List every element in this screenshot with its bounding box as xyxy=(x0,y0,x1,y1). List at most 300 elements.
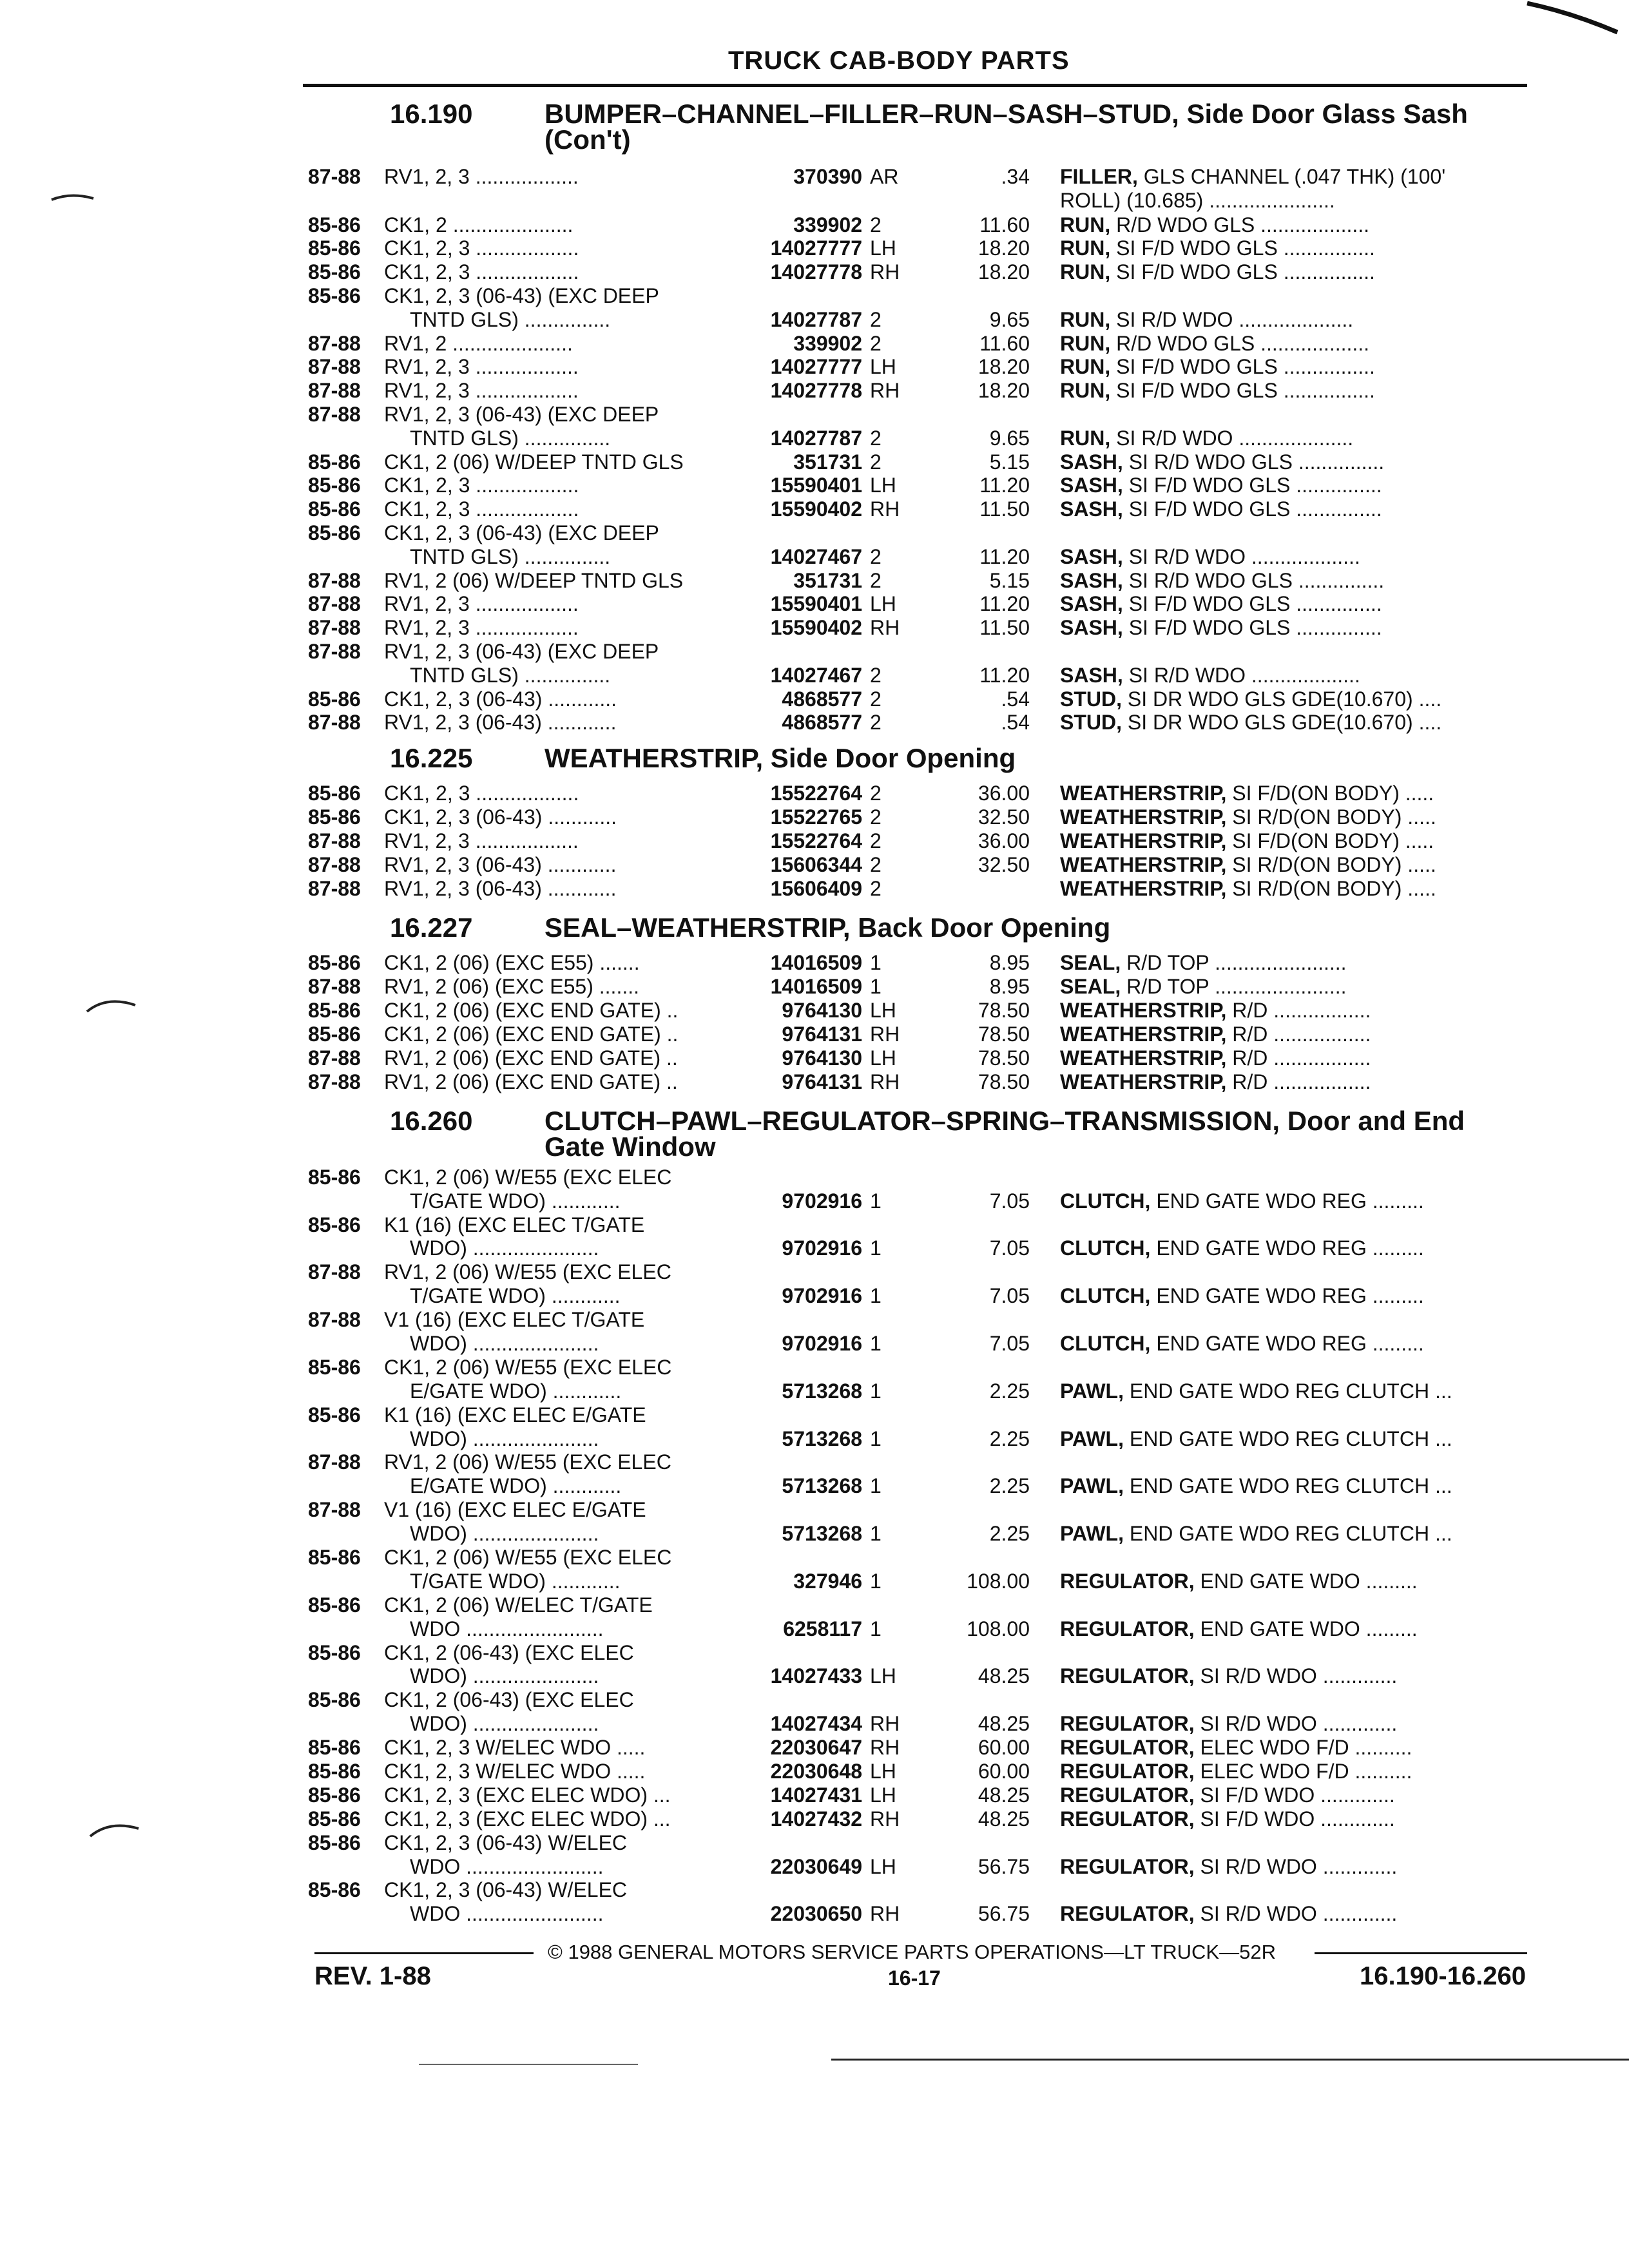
list-item xyxy=(0,1427,1629,1451)
part-number: 9764130 xyxy=(782,1046,862,1070)
part-number: 9764131 xyxy=(782,1023,862,1046)
quantity: 2 xyxy=(870,877,882,900)
description-text: R/D ................. xyxy=(1226,1046,1371,1070)
quantity: LH xyxy=(870,1046,896,1070)
price: 11.60 xyxy=(979,213,1030,236)
description xyxy=(1060,805,1436,829)
description-text: SI F/D WDO GLS ................ xyxy=(1110,236,1375,260)
list-item xyxy=(0,497,1629,521)
description-text: SI R/D WDO .................... xyxy=(1110,308,1354,331)
quantity: 1 xyxy=(870,1570,882,1593)
description-text: SI F/D WDO GLS ................ xyxy=(1110,260,1375,284)
list-item xyxy=(0,1331,1629,1356)
list-item xyxy=(0,1593,1629,1617)
description xyxy=(1060,710,1441,735)
description xyxy=(1060,1783,1395,1807)
description xyxy=(1060,1046,1371,1070)
quantity: RH xyxy=(870,1902,900,1925)
price: 108.00 xyxy=(967,1617,1030,1640)
model-applicability: V1 (16) (EXC ELEC E/GATE xyxy=(384,1498,646,1521)
model-applicability: CK1, 2 (06) W/DEEP TNTD GLS xyxy=(384,450,684,474)
quantity: 2 xyxy=(870,687,882,711)
part-number: 22030649 xyxy=(770,1855,862,1878)
list-item xyxy=(0,164,1629,189)
section-number: 16.190 xyxy=(390,99,473,129)
part-number: 14027777 xyxy=(770,236,862,260)
price: 11.20 xyxy=(979,664,1030,687)
model-year: 87-88 xyxy=(308,1308,361,1331)
list-item xyxy=(0,1569,1629,1593)
description-text: SI DR WDO GLS GDE(10.670) .... xyxy=(1122,711,1442,734)
description-noun: CLUTCH, xyxy=(1060,1236,1151,1260)
quantity: RH xyxy=(870,1023,900,1046)
description xyxy=(1060,1379,1452,1403)
model-applicability: CK1, 2, 3 W/ELEC WDO ..... xyxy=(384,1736,646,1759)
description xyxy=(1060,1022,1371,1046)
model-year: 87-88 xyxy=(308,355,361,378)
part-number: 14027777 xyxy=(770,355,862,378)
model-applicability-cont: WDO) ...................... xyxy=(410,1332,599,1355)
description xyxy=(1060,497,1382,521)
model-applicability: CK1, 2 ..................... xyxy=(384,213,574,236)
description-noun: REGULATOR, xyxy=(1060,1902,1195,1925)
description-noun: SEAL, xyxy=(1060,975,1121,998)
model-year: 87-88 xyxy=(308,1498,361,1521)
description-text: SI R/D WDO ............. xyxy=(1194,1855,1398,1878)
description-noun: WEATHERSTRIP, xyxy=(1060,805,1227,829)
price: 60.00 xyxy=(978,1736,1030,1759)
description xyxy=(1060,568,1384,593)
description-text: SI R/D(ON BODY) ..... xyxy=(1226,853,1436,876)
section-title: WEATHERSTRIP, Side Door Opening xyxy=(545,743,1016,773)
model-year: 87-88 xyxy=(308,829,361,852)
price: 5.15 xyxy=(989,569,1030,592)
description-text: R/D TOP ....................... xyxy=(1121,951,1347,974)
section-title-cont: (Con't) xyxy=(545,124,631,155)
description-noun: REGULATOR, xyxy=(1060,1570,1195,1593)
model-applicability-cont: TNTD GLS) ............... xyxy=(410,664,611,687)
part-number: 9764131 xyxy=(782,1070,862,1093)
description-noun: WEATHERSTRIP, xyxy=(1060,829,1227,852)
quantity: RH xyxy=(870,1807,900,1831)
description-noun: CLUTCH, xyxy=(1060,1189,1151,1213)
description-text: END GATE WDO REG CLUTCH ... xyxy=(1123,1379,1452,1403)
model-applicability: RV1, 2, 3 (06-43) ............ xyxy=(384,711,617,734)
model-applicability: CK1, 2 (06) W/E55 (EXC ELEC xyxy=(384,1546,672,1569)
list-item xyxy=(0,1355,1629,1379)
description xyxy=(1060,1331,1424,1356)
description-noun: WEATHERSTRIP, xyxy=(1060,1070,1227,1093)
part-number: 339902 xyxy=(793,213,862,236)
model-applicability: CK1, 2 (06-43) (EXC ELEC xyxy=(384,1641,634,1664)
model-applicability: RV1, 2, 3 (06-43) (EXC DEEP xyxy=(384,403,659,426)
list-item xyxy=(0,710,1629,735)
model-year: 87-88 xyxy=(308,1046,361,1070)
model-year: 85-86 xyxy=(308,1760,361,1783)
list-item xyxy=(0,260,1629,284)
part-number: 15606344 xyxy=(770,853,862,876)
list-item xyxy=(0,974,1629,999)
part-number: 22030647 xyxy=(770,1736,862,1759)
header-rule xyxy=(303,84,1527,87)
description-text: SI R/D WDO ................... xyxy=(1123,545,1360,568)
part-number: 9764130 xyxy=(782,999,862,1022)
description-noun: WEATHERSTRIP, xyxy=(1060,999,1227,1022)
model-year: 87-88 xyxy=(308,592,361,615)
description-text: SI R/D(ON BODY) ..... xyxy=(1226,805,1436,829)
quantity: 2 xyxy=(870,213,882,236)
description-noun: REGULATOR, xyxy=(1060,1783,1195,1807)
price: 9.65 xyxy=(989,308,1030,331)
list-item xyxy=(0,639,1629,664)
description xyxy=(1060,1283,1424,1308)
section-title: SEAL–WEATHERSTRIP, Back Door Opening xyxy=(545,912,1111,943)
model-applicability: CK1, 2, 3 W/ELEC WDO ..... xyxy=(384,1760,646,1783)
quantity: LH xyxy=(870,355,896,378)
price: 11.60 xyxy=(979,332,1030,355)
list-item xyxy=(0,1735,1629,1760)
quantity: 1 xyxy=(870,1189,882,1213)
description-text: END GATE WDO REG ......... xyxy=(1150,1236,1424,1260)
description-text: END GATE WDO ......... xyxy=(1194,1617,1418,1640)
part-number: 14027467 xyxy=(770,664,862,687)
quantity: LH xyxy=(870,1664,896,1687)
list-item xyxy=(0,1878,1629,1902)
description xyxy=(1060,950,1347,975)
part-number: 14027432 xyxy=(770,1807,862,1831)
model-applicability-cont: TNTD GLS) ............... xyxy=(410,545,611,568)
model-applicability: V1 (16) (EXC ELEC T/GATE xyxy=(384,1308,645,1331)
price: 32.50 xyxy=(978,853,1030,876)
description-text: SI R/D WDO ............. xyxy=(1194,1712,1398,1735)
model-year: 85-86 xyxy=(308,284,361,307)
description xyxy=(1060,260,1375,284)
description-noun: RUN, xyxy=(1060,308,1111,331)
part-number: 339902 xyxy=(793,332,862,355)
part-number: 15590402 xyxy=(770,497,862,521)
model-applicability: CK1, 2, 3 .................. xyxy=(384,474,579,497)
description xyxy=(1060,544,1360,569)
description xyxy=(1060,331,1369,356)
model-year: 87-88 xyxy=(308,1260,361,1283)
model-applicability-cont: WDO) ...................... xyxy=(410,1427,599,1450)
price: 108.00 xyxy=(967,1570,1030,1593)
model-applicability-cont: TNTD GLS) ............... xyxy=(410,427,611,450)
description xyxy=(1060,1807,1395,1831)
description-noun: RUN, xyxy=(1060,260,1111,284)
part-number: 5713268 xyxy=(782,1474,862,1497)
model-applicability: RV1, 2, 3 .................. xyxy=(384,355,579,378)
model-year: 87-88 xyxy=(308,379,361,402)
list-item xyxy=(0,663,1629,687)
quantity: RH xyxy=(870,616,900,639)
list-item xyxy=(0,213,1629,237)
list-item xyxy=(0,378,1629,403)
quantity: 1 xyxy=(870,1474,882,1497)
description-noun: REGULATOR, xyxy=(1060,1855,1195,1878)
model-applicability: RV1, 2 ..................... xyxy=(384,332,573,355)
price: 11.20 xyxy=(979,474,1030,497)
price: 18.20 xyxy=(978,379,1030,402)
list-item xyxy=(0,331,1629,356)
quantity: LH xyxy=(870,1760,896,1783)
description-noun: WEATHERSTRIP, xyxy=(1060,853,1227,876)
price: 18.20 xyxy=(978,236,1030,260)
description xyxy=(1060,164,1445,189)
list-item xyxy=(0,998,1629,1023)
model-applicability: CK1, 2, 3 .................. xyxy=(384,260,579,284)
list-item xyxy=(0,568,1629,593)
part-number: 14027778 xyxy=(770,379,862,402)
description xyxy=(1060,974,1347,999)
list-item xyxy=(0,544,1629,569)
footer-section-range: 16.190-16.260 xyxy=(1359,1962,1526,1990)
price: 56.75 xyxy=(978,1855,1030,1878)
footer-rule-right xyxy=(1315,1952,1527,1954)
list-item xyxy=(0,402,1629,427)
description-noun: SASH, xyxy=(1060,497,1123,521)
description xyxy=(1060,1521,1452,1546)
model-applicability: K1 (16) (EXC ELEC E/GATE xyxy=(384,1403,646,1427)
quantity: 2 xyxy=(870,427,882,450)
description-noun: RUN, xyxy=(1060,427,1111,450)
list-item xyxy=(0,1283,1629,1308)
model-year: 85-86 xyxy=(308,687,361,711)
description-noun: SASH, xyxy=(1060,474,1123,497)
part-number: 22030648 xyxy=(770,1760,862,1783)
model-applicability-cont: WDO) ...................... xyxy=(410,1522,599,1545)
price: 18.20 xyxy=(978,355,1030,378)
description-noun: PAWL, xyxy=(1060,1474,1124,1497)
model-year: 87-88 xyxy=(308,403,361,426)
model-year: 87-88 xyxy=(308,640,361,663)
price: 78.50 xyxy=(978,999,1030,1022)
list-item xyxy=(0,1497,1629,1522)
quantity: 2 xyxy=(870,308,882,331)
part-number: 351731 xyxy=(793,569,862,592)
list-item xyxy=(0,591,1629,616)
description xyxy=(1060,450,1384,474)
part-number: 15590402 xyxy=(770,616,862,639)
model-applicability: CK1, 2, 3 .................. xyxy=(384,782,579,805)
description xyxy=(1060,307,1353,332)
price: 11.50 xyxy=(979,497,1030,521)
section-title-cont: Gate Window xyxy=(545,1131,716,1162)
model-year: 85-86 xyxy=(308,1546,361,1569)
description-text: SI F/D WDO ............. xyxy=(1194,1807,1395,1831)
list-item xyxy=(0,805,1629,829)
model-year: 85-86 xyxy=(308,474,361,497)
part-number: 14027433 xyxy=(770,1664,862,1687)
part-number: 14027787 xyxy=(770,308,862,331)
model-year: 87-88 xyxy=(308,569,361,592)
part-number: 14027467 xyxy=(770,545,862,568)
quantity: 2 xyxy=(870,664,882,687)
scan-bottom-line-faint xyxy=(419,2064,638,2065)
quantity: 2 xyxy=(870,782,882,805)
price: 8.95 xyxy=(989,975,1030,998)
quantity: 1 xyxy=(870,1522,882,1545)
model-applicability: CK1, 2, 3 (06-43) ............ xyxy=(384,805,617,829)
part-number: 9702916 xyxy=(782,1236,862,1260)
section-number: 16.225 xyxy=(390,743,473,773)
model-year: 85-86 xyxy=(308,1023,361,1046)
model-year: 85-86 xyxy=(308,1166,361,1189)
list-item xyxy=(0,1474,1629,1498)
part-number: 5713268 xyxy=(782,1427,862,1450)
description-text: ELEC WDO F/D .......... xyxy=(1194,1760,1412,1783)
price: 9.65 xyxy=(989,427,1030,450)
section-title: CLUTCH–PAWL–REGULATOR–SPRING–TRANSMISSION, Door and End xyxy=(545,1106,1465,1136)
model-applicability: CK1, 2 (06) W/E55 (EXC ELEC xyxy=(384,1166,672,1189)
description-noun: FILLER, xyxy=(1060,165,1138,188)
description-noun: WEATHERSTRIP, xyxy=(1060,1046,1227,1070)
description xyxy=(1060,1189,1424,1213)
part-number: 5713268 xyxy=(782,1522,862,1545)
description-text: SI F/D(ON BODY) ..... xyxy=(1226,829,1434,852)
quantity: LH xyxy=(870,1855,896,1878)
model-year: 87-88 xyxy=(308,165,361,188)
model-applicability: CK1, 2 (06-43) (EXC ELEC xyxy=(384,1688,634,1711)
list-item xyxy=(0,1617,1629,1641)
quantity: 1 xyxy=(870,1379,882,1403)
description-noun: SASH, xyxy=(1060,616,1123,639)
quantity: LH xyxy=(870,999,896,1022)
price: 11.50 xyxy=(979,616,1030,639)
model-applicability-cont: WDO ........................ xyxy=(410,1902,604,1925)
price: 7.05 xyxy=(989,1332,1030,1355)
scan-bottom-line xyxy=(831,2059,1629,2061)
description xyxy=(1060,663,1360,687)
model-year: 87-88 xyxy=(308,853,361,876)
description xyxy=(1060,1427,1452,1451)
description xyxy=(1060,473,1382,497)
footer-rule-left xyxy=(314,1952,534,1954)
part-number: 4868577 xyxy=(782,711,862,734)
list-item xyxy=(0,876,1629,901)
description xyxy=(1060,1474,1452,1498)
description-noun: SASH, xyxy=(1060,664,1123,687)
price: 48.25 xyxy=(978,1664,1030,1687)
model-applicability: RV1, 2, 3 .................. xyxy=(384,616,579,639)
price: 60.00 xyxy=(978,1760,1030,1783)
description-text: R/D TOP ....................... xyxy=(1121,975,1347,998)
list-item xyxy=(0,1307,1629,1332)
quantity: RH xyxy=(870,497,900,521)
part-number: 22030650 xyxy=(770,1902,862,1925)
list-item xyxy=(0,1545,1629,1570)
description xyxy=(1060,1236,1424,1260)
quantity: LH xyxy=(870,236,896,260)
list-item xyxy=(0,1022,1629,1046)
price: 32.50 xyxy=(978,805,1030,829)
description xyxy=(1060,876,1436,901)
description xyxy=(1060,829,1434,853)
list-item xyxy=(0,426,1629,450)
model-applicability: RV1, 2, 3 (06-43) (EXC DEEP xyxy=(384,640,659,663)
list-item xyxy=(0,1046,1629,1070)
footer-page-number: 16-17 xyxy=(888,1966,941,1990)
description-noun: REGULATOR, xyxy=(1060,1664,1195,1687)
price: 48.25 xyxy=(978,1712,1030,1735)
description-noun: SASH, xyxy=(1060,450,1123,474)
description-noun: REGULATOR, xyxy=(1060,1736,1195,1759)
description xyxy=(1060,1664,1397,1688)
list-item xyxy=(0,521,1629,545)
quantity: LH xyxy=(870,474,896,497)
model-applicability: CK1, 2, 3 (06-43) ............ xyxy=(384,687,617,711)
model-applicability-cont: WDO) ...................... xyxy=(410,1236,599,1260)
model-year: 87-88 xyxy=(308,1070,361,1093)
list-item xyxy=(0,236,1629,260)
model-applicability: CK1, 2, 3 (06-43) W/ELEC xyxy=(384,1878,628,1901)
quantity: 2 xyxy=(870,545,882,568)
quantity: 1 xyxy=(870,1236,882,1260)
description-noun: SASH, xyxy=(1060,545,1123,568)
description-noun: REGULATOR, xyxy=(1060,1712,1195,1735)
model-year: 85-86 xyxy=(308,1403,361,1427)
scan-corner-mark xyxy=(1514,0,1629,39)
model-year: 85-86 xyxy=(308,782,361,805)
description xyxy=(1060,1735,1412,1760)
part-number: 4868577 xyxy=(782,687,862,711)
part-number: 14027778 xyxy=(770,260,862,284)
page-header-title: TRUCK CAB-BODY PARTS xyxy=(728,46,1070,75)
part-number: 370390 xyxy=(793,165,862,188)
model-applicability: CK1, 2, 3 .................. xyxy=(384,236,579,260)
model-applicability-cont: WDO ........................ xyxy=(410,1617,604,1640)
price: 36.00 xyxy=(978,829,1030,852)
part-number: 15522764 xyxy=(770,782,862,805)
description-text: ELEC WDO F/D .......... xyxy=(1194,1736,1412,1759)
description xyxy=(1060,998,1371,1023)
description xyxy=(1060,354,1375,379)
model-applicability: CK1, 2 (06) (EXC END GATE) .. xyxy=(384,1023,679,1046)
model-year: 85-86 xyxy=(308,1641,361,1664)
price: 56.75 xyxy=(978,1902,1030,1925)
list-item xyxy=(0,1213,1629,1237)
description xyxy=(1060,378,1375,403)
quantity: RH xyxy=(870,260,900,284)
quantity: LH xyxy=(870,592,896,615)
list-item xyxy=(0,1711,1629,1736)
description-noun: WEATHERSTRIP, xyxy=(1060,1023,1227,1046)
description-noun: PAWL, xyxy=(1060,1427,1124,1450)
model-applicability: RV1, 2 (06) (EXC END GATE) .. xyxy=(384,1046,678,1070)
price: .54 xyxy=(1001,711,1030,734)
list-item xyxy=(0,1450,1629,1474)
model-year: 85-86 xyxy=(308,1807,361,1831)
quantity: RH xyxy=(870,379,900,402)
quantity: 1 xyxy=(870,1617,882,1640)
price: 11.20 xyxy=(979,545,1030,568)
description xyxy=(1060,1901,1397,1926)
model-applicability-cont: WDO) ...................... xyxy=(410,1712,599,1735)
model-year: 85-86 xyxy=(308,999,361,1022)
list-item xyxy=(0,1189,1629,1213)
description-text: SI F/D WDO GLS ............... xyxy=(1123,474,1382,497)
list-item xyxy=(0,615,1629,640)
model-year: 87-88 xyxy=(308,616,361,639)
list-item xyxy=(0,1070,1629,1094)
model-applicability: RV1, 2, 3 (06-43) ............ xyxy=(384,877,617,900)
list-item xyxy=(0,1640,1629,1665)
quantity: RH xyxy=(870,1712,900,1735)
price: 2.25 xyxy=(989,1474,1030,1497)
quantity: 1 xyxy=(870,1284,882,1307)
description-text: END GATE WDO REG ......... xyxy=(1150,1284,1424,1307)
description xyxy=(1060,426,1353,450)
